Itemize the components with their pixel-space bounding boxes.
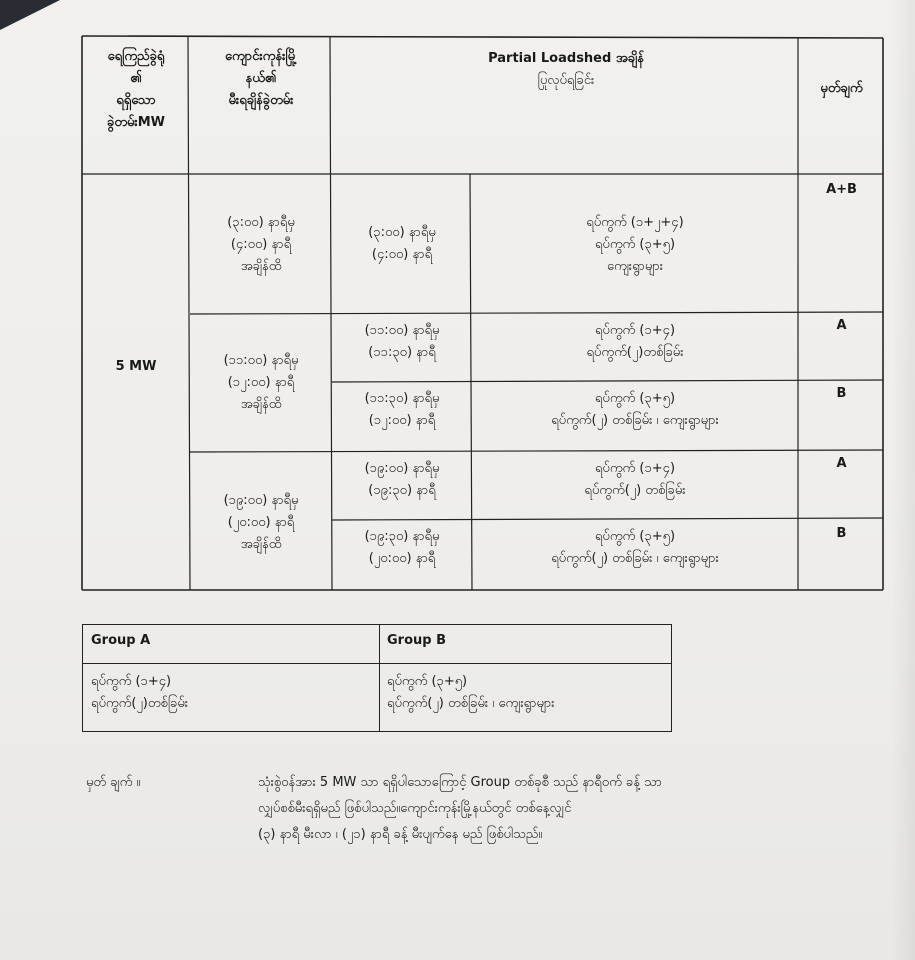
block3-row2-time: [334, 526, 470, 570]
divider: [379, 625, 380, 731]
block2-row2-time: [334, 388, 470, 432]
time-line: (၂၀:၀၀) နာရီ: [368, 551, 436, 566]
header-text: နယ်၏: [245, 71, 277, 86]
block3-supply-time: [192, 490, 330, 556]
area-line: ရပ်ကွက် (၃+၅): [594, 529, 676, 544]
group-a-title: Group A: [91, 633, 151, 648]
group-b-areas: [387, 671, 555, 715]
time-line: (၁၉:၀၀) နာရီမှ: [223, 493, 299, 508]
time-line: (၃:၀၀) နာရီမှ: [227, 215, 295, 230]
block2-supply-time: [192, 350, 330, 416]
header-station-quota: [84, 46, 188, 134]
area-line: ရပ်ကွက်(၂)တစ်ခြမ်း: [91, 696, 189, 711]
area-line: ရပ်ကွက် (၁+၄): [594, 323, 676, 338]
group-b-title: Group B: [387, 633, 447, 648]
header-text: ရရှိသော: [116, 93, 156, 108]
header-text: ရေကြည်ခွဲရုံ: [107, 49, 165, 64]
header-text: ခွဲတမ်းMW: [107, 115, 165, 130]
note-line: လျှပ်စစ်မီးရရှိမည် ဖြစ်ပါသည်။ကျောင်းကုန်းမြို့နယ်တွင် တစ်နေ့လျှင်: [258, 801, 572, 816]
time-line: (၁၁:၃၀) နာရီမှ: [364, 391, 440, 406]
capacity-value: 5 MW: [115, 359, 157, 374]
group-mark: A: [836, 456, 847, 471]
block1-supply-time: [192, 212, 330, 278]
area-line: ရပ်ကွက်(၂)တစ်ခြမ်း: [586, 345, 684, 360]
divider: [83, 663, 671, 664]
group-mark: A+B: [826, 182, 857, 197]
block2-row1-area: [474, 320, 796, 364]
area-line: ရပ်ကွက်(၂) တစ်ခြမ်း: [584, 483, 686, 498]
time-line: (၁၂:၀၀) နာရီ: [227, 375, 295, 390]
area-line: ရပ်ကွက် (၃+၅): [594, 391, 676, 406]
time-line: (၁၉:၃၀) နာရီမှ: [364, 529, 440, 544]
block2-row2-area: [474, 388, 796, 432]
time-line: အချိန်ထိ: [240, 537, 282, 552]
header-remarks: [800, 78, 883, 100]
time-line: (၂၀:၀၀) နာရီ: [227, 515, 295, 530]
time-line: (၄:၀၀) နာရီ: [371, 247, 433, 262]
note-body: [258, 770, 878, 848]
header-township-supply: [192, 46, 330, 112]
block3-row1-time: [334, 458, 470, 502]
header-text: ပြုလုပ်ရခြင်း: [537, 73, 595, 88]
time-line: (၁၂:၀၀) နာရီ: [368, 413, 436, 428]
group-a-areas: [91, 671, 188, 715]
time-line: အချိန်ထိ: [240, 397, 282, 412]
header-text: ကျောင်းကုန်းမြို့: [224, 49, 298, 64]
time-line: (၁၉:၃၀) နာရီ: [368, 483, 436, 498]
block1-area: [474, 212, 796, 278]
header-text: မှတ်ချက်: [820, 81, 863, 96]
group-mark: A: [836, 318, 847, 333]
header-text: ၏: [130, 71, 142, 86]
time-line: (၄:၀၀) နာရီ: [230, 237, 292, 252]
note-line: သုံးစွဲဝန်အား 5 MW သာ ရရှိပါသောကြောင့် Group တစ်ခုစီ သည် နာရီဝက် ခန့် သာ: [258, 775, 663, 790]
block2-row1-time: [334, 320, 470, 364]
area-line: ရပ်ကွက် (၁+၄): [91, 674, 172, 689]
note-line: (၃) နာရီ မီးလာ ၊ (၂၁) နာရီ ခန့် မီးပျက်နေ မည် ဖြစ်ပါသည်။: [258, 827, 543, 842]
time-line: (၃:၀၀) နာရီမှ: [368, 225, 436, 240]
group-mark: B: [836, 526, 847, 541]
area-line: ကျေးရွာများ: [606, 259, 664, 274]
area-line: ရပ်ကွက်(၂) တစ်ခြမ်း ၊ ကျေးရွာများ: [551, 413, 719, 428]
block3-row2-area: [474, 526, 796, 570]
block3-row1-area: [474, 458, 796, 502]
time-line: (၁၁:၀၀) နာရီမှ: [364, 323, 440, 338]
area-line: ရပ်ကွက် (၃+၅): [594, 237, 676, 252]
area-line: ရပ်ကွက် (၃+၅): [387, 674, 468, 689]
note-label: မှတ် ချက် ။: [86, 775, 141, 790]
time-line: အချိန်ထိ: [240, 259, 282, 274]
header-text: မီးရချိန်ခွဲတမ်း: [228, 93, 294, 108]
group-table: [82, 624, 672, 732]
area-line: ရပ်ကွက်(၂) တစ်ခြမ်း ၊ ကျေးရွာများ: [551, 551, 719, 566]
block1-loadshed-time: [334, 222, 470, 266]
header-partial-loadshed: [334, 48, 798, 92]
time-line: (၁၁:၃၀) နာရီ: [368, 345, 436, 360]
group-mark: B: [836, 386, 847, 401]
time-line: (၁၉:၀၀) နာရီမှ: [364, 461, 440, 476]
time-line: (၁၁:၀၀) နာရီမှ: [223, 353, 299, 368]
area-line: ရပ်ကွက်(၂) တစ်ခြမ်း ၊ ကျေးရွာများ: [387, 696, 555, 711]
area-line: ရပ်ကွက် (၁+၂+၄): [586, 215, 684, 230]
area-line: ရပ်ကွက် (၁+၄): [594, 461, 676, 476]
header-text: Partial Loadshed အချိန်: [488, 51, 644, 66]
